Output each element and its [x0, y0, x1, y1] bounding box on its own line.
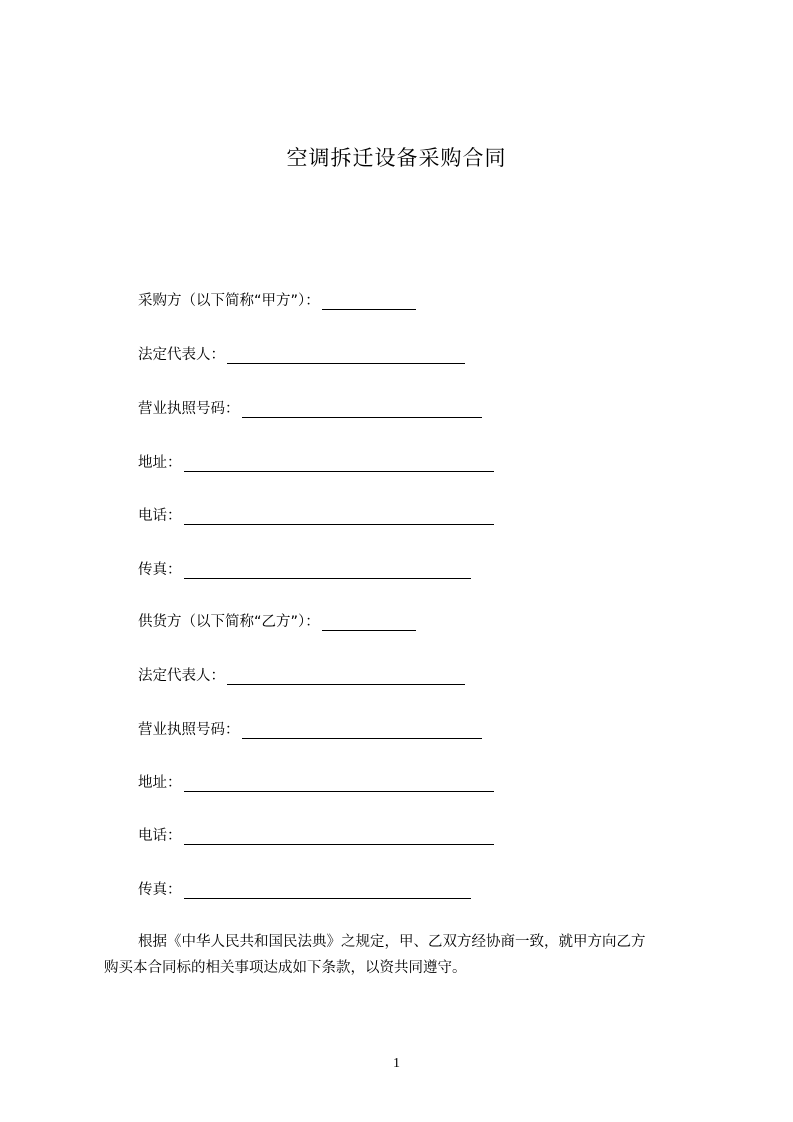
party-b-address-field: [138, 772, 494, 792]
page-number: 1: [393, 1056, 400, 1071]
field-label: 营业执照号码：: [138, 722, 240, 738]
field-label: 传真：: [138, 562, 182, 578]
party-b-name-field: [138, 611, 416, 631]
preamble-line-1: 根据《中华人民共和国民法典》之规定，甲、乙双方经协商一致，就甲方向乙方: [138, 934, 646, 950]
blank-line[interactable]: [184, 830, 494, 845]
party-b-license-field: [138, 719, 482, 739]
field-label: 传真：: [138, 882, 182, 898]
field-label: 供货方（以下简称“乙方”）：: [138, 614, 320, 630]
party-b-legal-rep-field: [138, 665, 465, 685]
document-title: 空调拆迁设备采购合同: [286, 146, 507, 170]
blank-line[interactable]: [184, 564, 471, 579]
field-label: 地址：: [138, 455, 182, 471]
field-label: 采购方（以下简称“甲方”）：: [138, 293, 320, 309]
blank-line[interactable]: [184, 457, 494, 472]
field-label: 地址：: [138, 775, 182, 791]
field-label: 电话：: [138, 828, 182, 844]
party-a-name-field: [138, 290, 416, 310]
party-a-license-field: [138, 398, 482, 418]
blank-line[interactable]: [322, 295, 416, 310]
party-a-fax-field: [138, 559, 471, 579]
blank-line[interactable]: [227, 349, 465, 364]
field-label: 法定代表人：: [138, 347, 225, 363]
blank-line[interactable]: [184, 510, 494, 525]
party-a-legal-rep-field: [138, 344, 465, 364]
party-a-address-field: [138, 452, 494, 472]
blank-line[interactable]: [322, 616, 416, 631]
blank-line[interactable]: [184, 777, 494, 792]
preamble-line-2: 购买本合同标的相关事项达成如下条款，以资共同遵守。: [104, 960, 467, 976]
field-label: 法定代表人：: [138, 668, 225, 684]
blank-line[interactable]: [242, 403, 482, 418]
preamble-paragraph: [104, 929, 704, 981]
blank-line[interactable]: [227, 670, 465, 685]
blank-line[interactable]: [242, 724, 482, 739]
party-b-phone-field: [138, 825, 494, 845]
field-label: 电话：: [138, 508, 182, 524]
blank-line[interactable]: [184, 884, 471, 899]
party-b-fax-field: [138, 879, 471, 899]
field-label: 营业执照号码：: [138, 401, 240, 417]
party-a-phone-field: [138, 505, 494, 525]
